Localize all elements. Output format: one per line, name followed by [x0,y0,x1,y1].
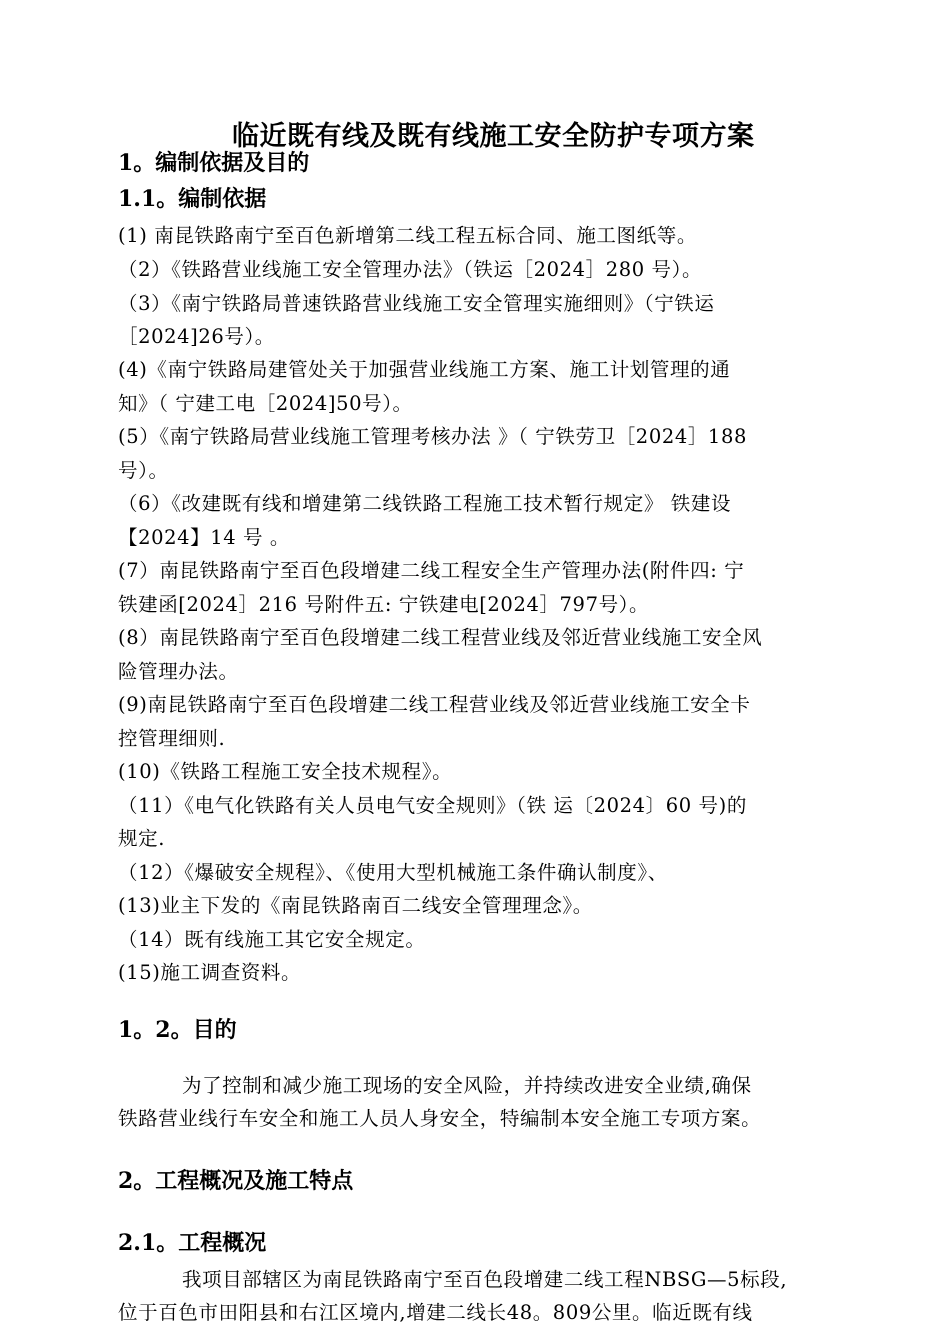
section-heading-2-1: 2.1。工程概况 [118,1230,267,1256]
purpose-line-2: 铁路营业线行车安全和施工人员人身安全，特编制本安全施工专项方案。 [118,1107,762,1130]
basis-line-21: (13)业主下发的《南昆铁路南百二线安全管理理念》。 [118,894,593,917]
basis-line-12: 铁建函[2024］216 号附件五: 宁铁建电[2024］797号）。 [118,593,650,616]
overview-line-2: 位于百色市田阳县和右江区境内,增建二线长48。809公里。临近既有线 [118,1301,753,1324]
overview-line-1: 我项目部辖区为南昆铁路南宁至百色段增建二线工程NBSG—5标段, [182,1268,788,1291]
basis-line-13: (8）南昆铁路南宁至百色段增建二线工程营业线及邻近营业线施工安全风 [118,626,763,649]
section-heading-1-1: 1.1。编制依据 [118,186,267,212]
basis-line-1: (1) 南昆铁路南宁至百色新增第二线工程五标合同、施工图纸等。 [118,224,697,247]
purpose-line-1: 为了控制和减少施工现场的安全风险，并持续改进安全业绩,确保 [182,1074,752,1097]
basis-line-19: 规定. [118,827,165,850]
basis-line-2: （2）《铁路营业线施工安全管理办法》（铁运［2024］280 号）。 [118,258,703,281]
basis-line-17: (10)《铁路工程施工安全技术规程》。 [118,760,453,783]
basis-line-5: (4)《南宁铁路局建管处关于加强营业线施工方案、施工计划管理的通 [118,358,731,381]
section-heading-1: 1。编制依据及目的 [118,150,310,176]
basis-line-23: (15)施工调查资料。 [118,961,302,984]
basis-line-15: (9)南昆铁路南宁至百色段增建二线工程营业线及邻近营业线施工安全卡 [118,693,751,716]
basis-line-6: 知》（ 宁建工电［2024]50号）。 [118,392,413,415]
basis-line-3: （3）《南宁铁路局普速铁路营业线施工安全管理实施细则》（宁铁运 [118,292,715,315]
basis-line-11: (7）南昆铁路南宁至百色段增建二线工程安全生产管理办法(附件四: 宁 [118,559,745,582]
basis-line-16: 控管理细则. [118,727,226,750]
basis-line-4: ［2024]26号）。 [118,325,275,348]
basis-line-7: (5）《南宁铁路局营业线施工管理考核办法 》（ 宁铁劳卫［2024］188 [118,425,747,448]
basis-line-10: 【2024】14 号 。 [118,526,291,549]
basis-line-14: 险管理办法。 [118,660,239,683]
document-title: 临近既有线及既有线施工安全防护专项方案 [232,121,755,152]
section-heading-2: 2。工程概况及施工特点 [118,1168,354,1194]
basis-line-9: （6）《改建既有线和增建第二线铁路工程施工技术暂行规定》 铁建设 [118,492,732,515]
basis-line-22: （14）既有线施工其它安全规定。 [118,928,426,951]
basis-line-8: 号）。 [118,459,169,482]
basis-line-20: （12）《爆破安全规程》、《使用大型机械施工条件确认制度》、 [118,861,668,884]
section-heading-1-2: 1。2。目的 [118,1017,237,1043]
basis-line-18: （11）《电气化铁路有关人员电气安全规则》（铁 运〔2024〕60 号)的 [118,794,747,817]
